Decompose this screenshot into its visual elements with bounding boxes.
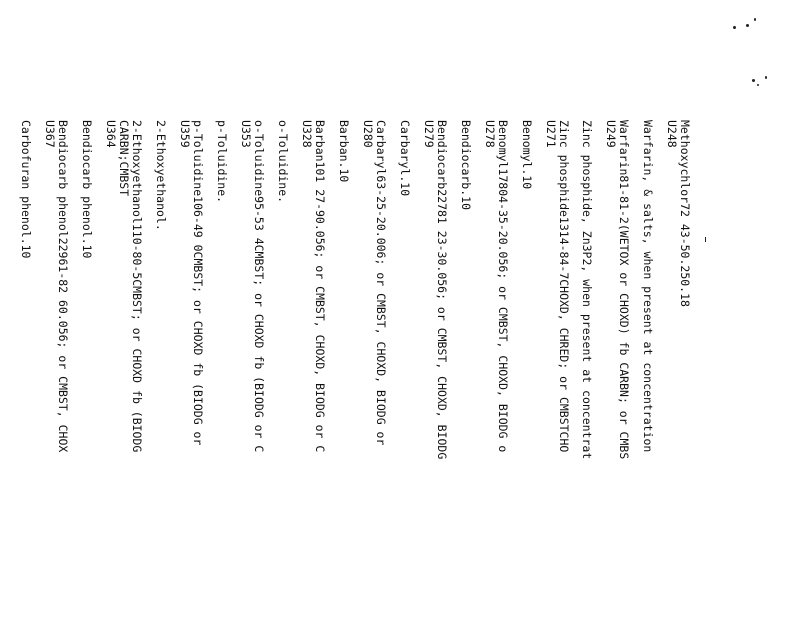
text-line: U279 [422, 120, 436, 148]
text-line: U280 [361, 120, 375, 148]
scan-speck [765, 76, 767, 79]
text-line: 2-Ethoxyethanol. [154, 120, 168, 231]
text-line: Carbaryl.10 [398, 120, 412, 197]
text-line: o-Toluidine95-53 4CMBST; or CHOXD fb (BIODG or C [252, 120, 266, 453]
text-line: p-Toluidine. [215, 120, 229, 204]
text-line: Zinc phosphide1314-84-7CHOXD, CHRED; or CMBSTCHO [557, 120, 571, 453]
scan-speck [752, 79, 755, 82]
text-line: U248 [665, 120, 679, 148]
scan-speck [746, 24, 749, 27]
text-line: U271 [544, 120, 558, 148]
text-line: Carbaryl63-25-20.006; or CMBST, CHOXD, BIODG or [374, 120, 388, 446]
scan-speck [757, 84, 759, 86]
text-line: CARBN;CMBST [117, 120, 131, 197]
text-line: U367 [43, 120, 57, 148]
text-line: Methoxychlor72 43-50.250.18 [678, 120, 692, 307]
text-line: Bendiocarb.10 [459, 120, 473, 211]
text-line: U249 [604, 120, 618, 148]
scan-speck [733, 26, 736, 29]
text-line: U278 [483, 120, 497, 148]
text-line: 2-Ethoxyethanol110-80-5CMBST; or CHOXD fb (BIODG [130, 120, 144, 453]
text-line: Bendiocarb phenol22961-82 60.056; or CMBST, CHOX [56, 120, 70, 453]
text-line: Carbofuran phenol.10 [19, 120, 33, 259]
scan-speck [754, 18, 756, 21]
text-line: Zinc phosphide, Zn3P2, when present at concentrat [580, 120, 594, 460]
text-line: Barban101 27-90.056; or CMBST, CHOXD, BIODG or C [313, 120, 327, 453]
text-line: Warfarin, & salts, when present at concentration [641, 120, 655, 453]
text-line: U364 [104, 120, 118, 148]
text-line: Bendiocarb22781 23-30.056; or CMBST, CHOXD, BIODG [435, 120, 449, 460]
text-line: Benomyl.10 [520, 120, 534, 190]
text-line: U359 [178, 120, 192, 148]
text-line: Warfarin81-81-2(WETOX or CHOXD) fb CARBN; or CMBS [617, 120, 631, 460]
text-line: Bendiocarb phenol.10 [80, 120, 94, 259]
text-line: U328 [300, 120, 314, 148]
scan-mark [705, 237, 706, 242]
text-line: Barban.10 [337, 120, 351, 183]
text-line: Benomyl17804-35-20.056; or CMBST, CHOXD, BIODG o [496, 120, 510, 453]
text-line: o-Toluidine. [276, 120, 290, 204]
text-line: U353 [239, 120, 253, 148]
text-line: p-Toluidine106-49 0CMBST; or CHOXD fb (BIODG or [191, 120, 205, 446]
